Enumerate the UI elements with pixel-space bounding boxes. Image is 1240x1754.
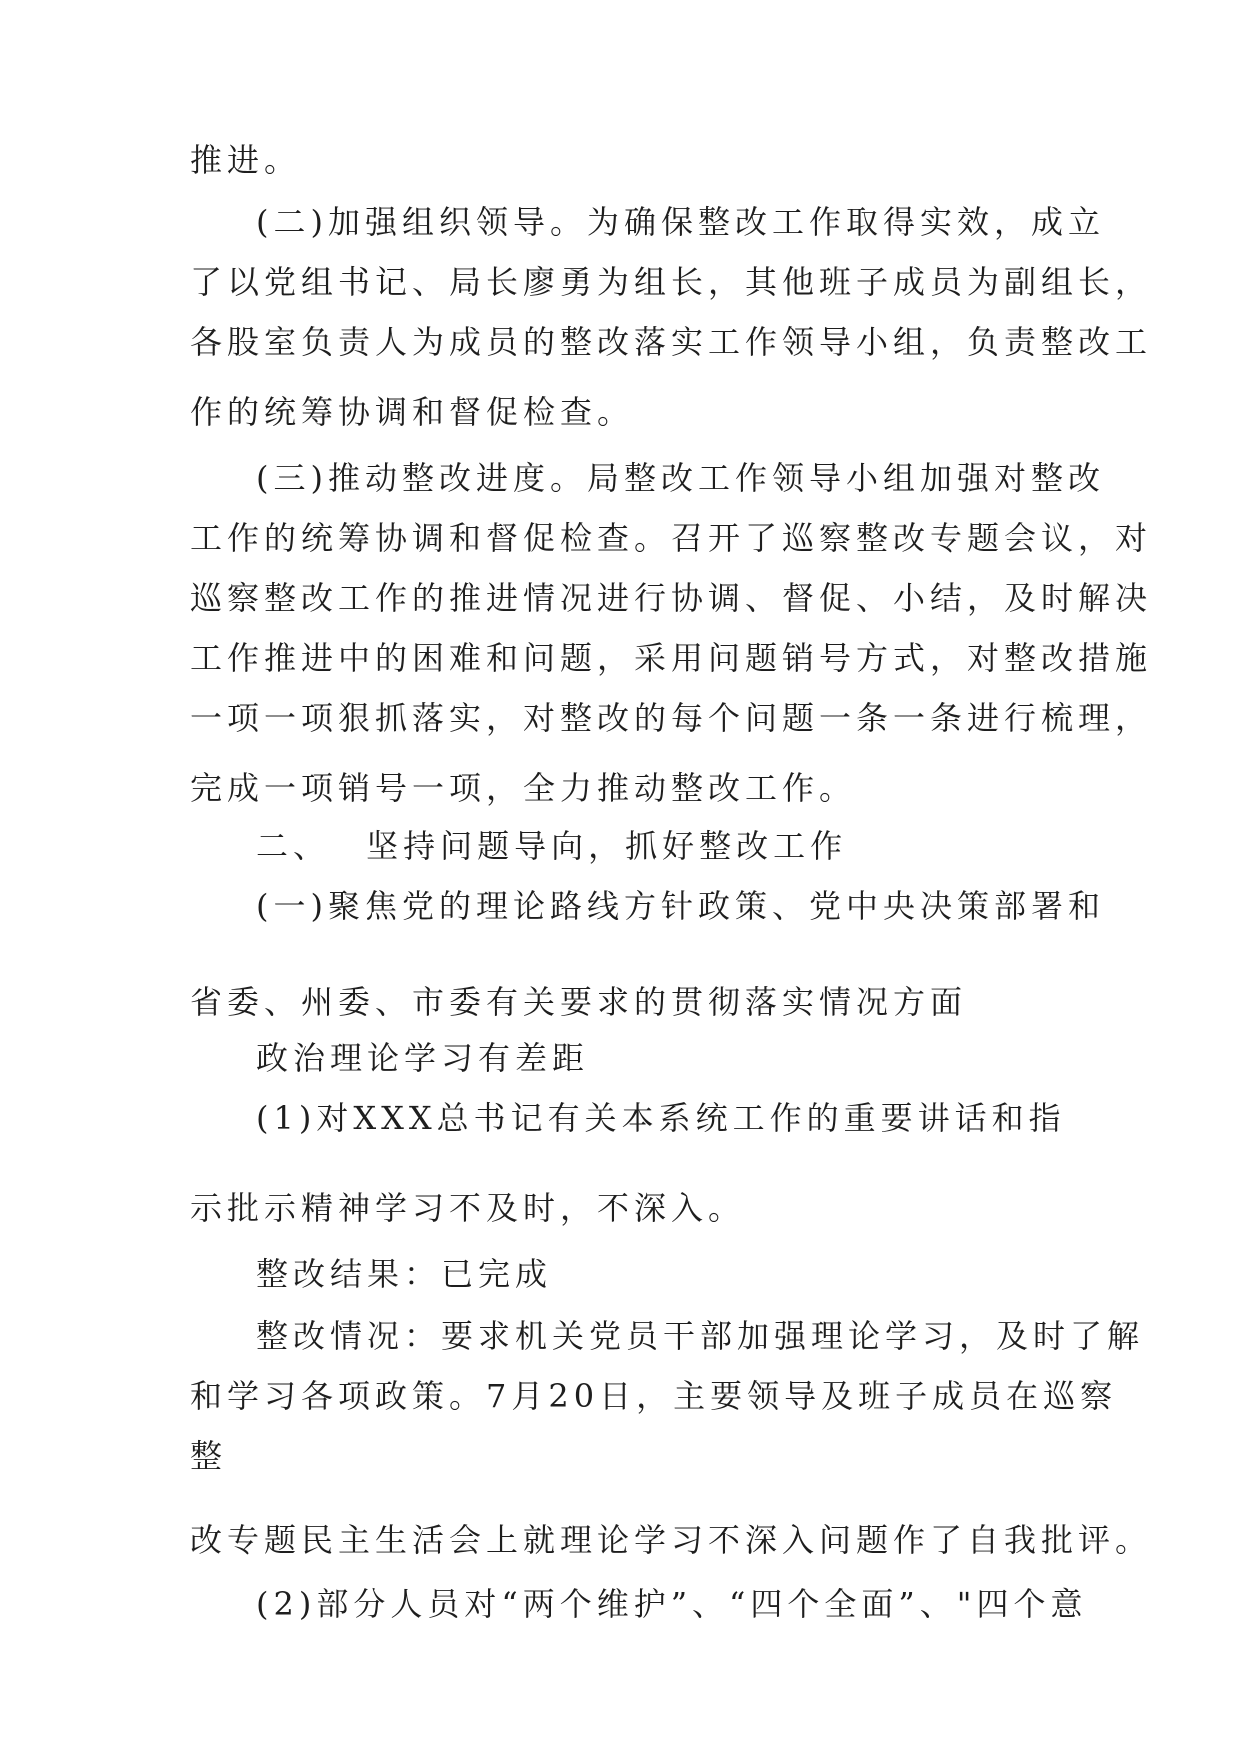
text-line-4: 各股室负责人为成员的整改落实工作领导小组，负责整改工 (190, 323, 1153, 361)
text-line-2: (二)加强组织领导。为确保整改工作取得实效，成立 (256, 203, 1105, 241)
text-line-19: 整改情况：要求机关党员干部加强理论学习，及时了解 (256, 1317, 1145, 1355)
text-line-16: (1)对XXX总书记有关本系统工作的重要讲话和指 (256, 1099, 1066, 1137)
text-line-11: 完成一项销号一项，全力推动整改工作。 (190, 769, 857, 807)
text-line-23: (2)部分人员对“两个维护”、“四个全面”、"四个意 (256, 1585, 1088, 1623)
text-line-10: 一项一项狠抓落实，对整改的每个问题一条一条进行梳理， (190, 699, 1153, 737)
text-line-22: 改专题民主生活会上就理论学习不深入问题作了自我批评。 (190, 1521, 1153, 1559)
text-line-5: 作的统筹协调和督促检查。 (190, 393, 635, 431)
text-line-20: 和学习各项政策。7月20日，主要领导及班子成员在巡察 (190, 1377, 1118, 1415)
text-line-8: 巡察整改工作的推进情况进行协调、督促、小结，及时解决 (190, 579, 1153, 617)
sub-heading: 政治理论学习有差距 (256, 1039, 590, 1077)
text-line-3: 了以党组书记、局长廖勇为组长，其他班子成员为副组长， (190, 263, 1153, 301)
text-line-6: (三)推动整改进度。局整改工作领导小组加强对整改 (256, 459, 1105, 497)
text-line-21: 整 (190, 1437, 228, 1475)
text-line-13: (一)聚焦党的理论路线方针政策、党中央决策部署和 (256, 887, 1105, 925)
text-line-7: 工作的统筹协调和督促检查。召开了巡察整改专题会议，对 (190, 519, 1153, 557)
text-line-9: 工作推进中的困难和问题，采用问题销号方式，对整改措施 (190, 639, 1153, 677)
text-line-1: 推进。 (190, 141, 302, 179)
rectification-result: 整改结果：已完成 (256, 1255, 553, 1293)
section-heading: 二、 坚持问题导向，抓好整改工作 (256, 827, 848, 865)
text-line-17: 示批示精神学习不及时，不深入。 (190, 1189, 746, 1227)
text-line-14: 省委、州委、市委有关要求的贯彻落实情况方面 (190, 983, 968, 1021)
